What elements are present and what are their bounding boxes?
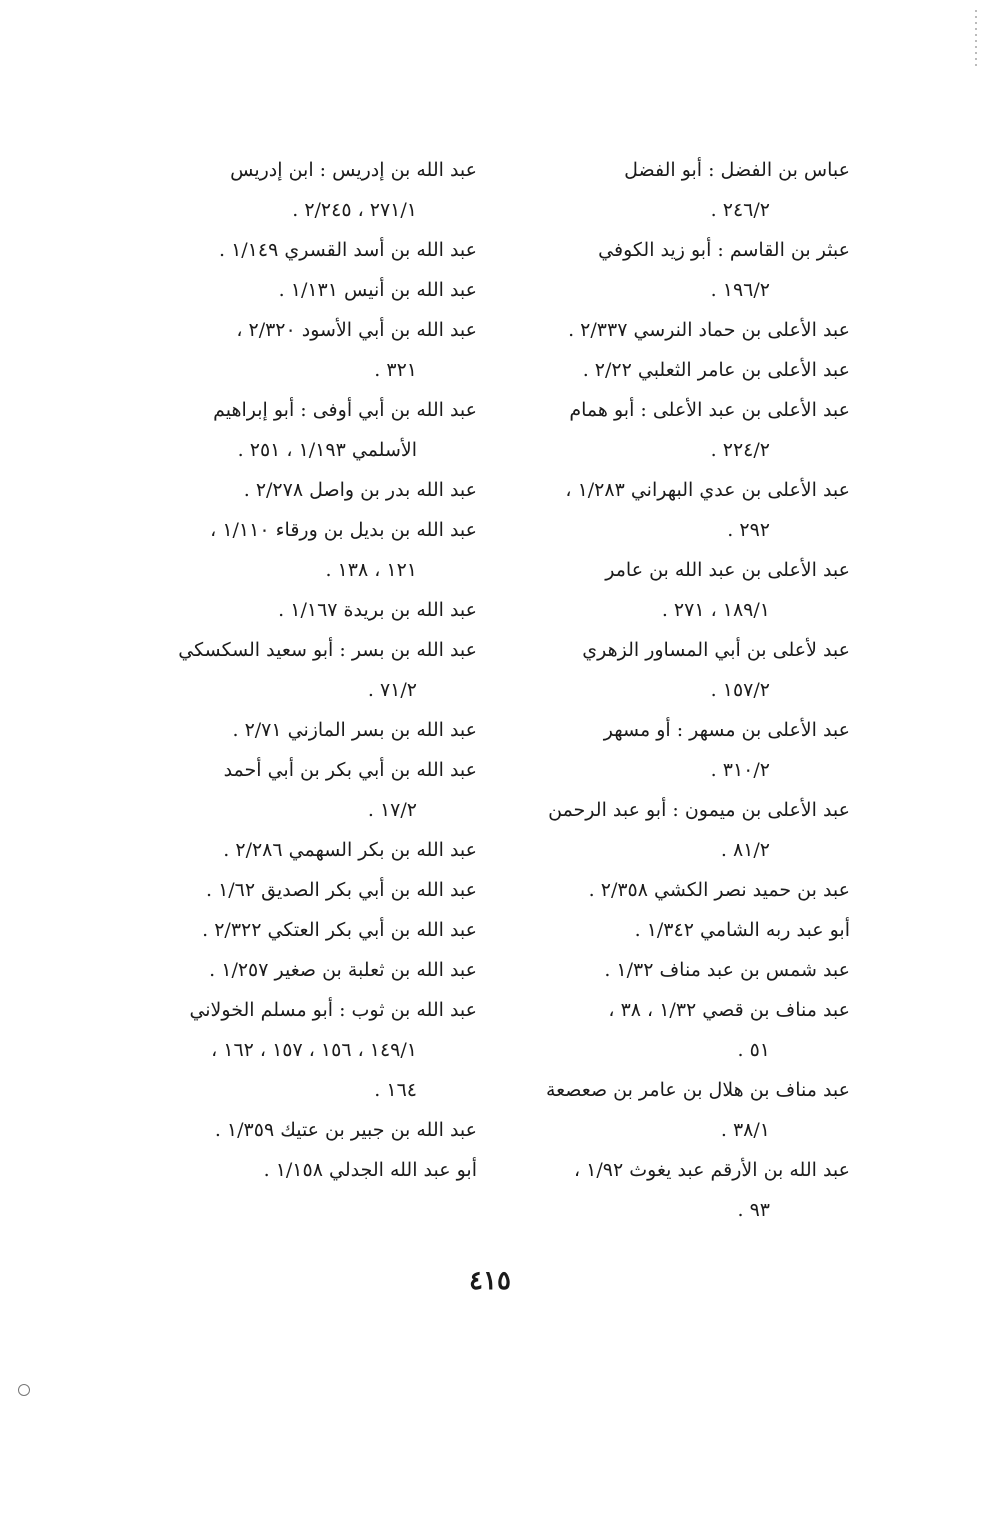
index-entry: عبد الله بن إدريس : ابن إدريس ٢٧١/١ ، ٢/٢٤٥ .: [230, 159, 477, 221]
index-column-left: [142, 150, 477, 1190]
index-entry: عبد بن حميد نصر الكشي ٢/٣٥٨ .: [588, 879, 850, 901]
index-entry: عبد الأعلى بن مسهر : أو مسهر ٣١٠/٢ .: [603, 719, 850, 781]
index-entry: عبد الله بن بسر : أبو سعيد السكسكي ٧١/٢ .: [178, 639, 477, 701]
index-entry: أبو عبد ربه الشامي ١/٣٤٢ .: [634, 919, 850, 941]
index-entry: عبد الأعلى بن عامر الثعلبي ٢/٢٢ .: [582, 359, 850, 381]
index-entry: عبد مناف بن هلال بن عامر بن صعصعة ٣٨/١ .: [545, 1079, 850, 1141]
index-entry: عبد الله بن الأرقم عبد يغوث ١/٩٢ ، ٩٣ .: [574, 1159, 850, 1221]
page-edge-mark: [975, 10, 977, 70]
index-entry: عبد الله بن أنيس ١/١٣١ .: [278, 279, 477, 301]
index-entry: عبد الله بن أبي الأسود ٢/٣٢٠ ، ٣٢١ .: [236, 319, 477, 381]
index-entry: عبد الله بن أبي بكر بن أبي أحمد ١٧/٢ .: [223, 759, 477, 821]
index-entry: عبد الله بن ثعلبة بن صغير ١/٢٥٧ .: [209, 959, 477, 981]
index-entry: عبد الله بن ثوب : أبو مسلم الخولاني ١٤٩/١ ، ١٥٦ ، ١٥٧ ، ١٦٢ ، ١٦٤ .: [189, 999, 477, 1101]
index-entry: عبد لأعلى بن أبي المساور الزهري ١٥٧/٢ .: [582, 639, 850, 701]
index-entry: عبد الله بن أبي بكر الصديق ١/٦٢ .: [205, 879, 477, 901]
index-entry: أبو عبد الله الجدلي ١/١٥٨ .: [263, 1159, 477, 1181]
index-entry: عبد الله بن بريدة ١/١٦٧ .: [278, 599, 477, 621]
page-number: ٤١٥: [469, 1266, 511, 1296]
index-entry: عبد الله بن بديل بن ورقاء ١/١١٠ ، ١٢١ ، ١٣٨ .: [210, 519, 477, 581]
index-column-right: [520, 150, 850, 1230]
index-entry: عباس بن الفضل : أبو الفضل ٢٤٦/٢ .: [624, 159, 850, 221]
index-entry: عبد الله بن أبي بكر العتكي ٢/٣٢٢ .: [202, 919, 477, 941]
scan-mark-icon: [18, 1384, 30, 1396]
index-entry: عبثر بن القاسم : أبو زيد الكوفي ١٩٦/٢ .: [598, 239, 850, 301]
index-entry: عبد الله بن أبي أوفى : أبو إبراهيم الأسلمي ١/١٩٣ ، ٢٥١ .: [213, 399, 477, 461]
index-entry: عبد الله بن بكر السهمي ٢/٢٨٦ .: [223, 839, 477, 861]
index-entry: عبد الأعلى بن ميمون : أبو عبد الرحمن ٨١/٢ .: [548, 799, 850, 861]
index-entry: عبد الأعلى بن عدي البهراني ١/٢٨٣ ، ٢٩٢ .: [565, 479, 850, 541]
index-entry: عبد الله بن جبير بن عتيك ١/٣٥٩ .: [214, 1119, 477, 1141]
index-entry: عبد الله بن أسد القسري ١/١٤٩ .: [218, 239, 477, 261]
index-entry: عبد الأعلى بن عبد الله بن عامر ١٨٩/١ ، ٢٧١ .: [605, 559, 850, 621]
index-entry: عبد الله بدر بن واصل ٢/٢٧٨ .: [243, 479, 477, 501]
index-entry: عبد الله بن بسر المازني ٢/٧١ .: [232, 719, 477, 741]
index-entry: عبد الأعلى بن عبد الأعلى : أبو همام ٢٢٤/٢ .: [569, 399, 850, 461]
index-entry: عبد شمس بن عبد مناف ١/٣٢ .: [604, 959, 850, 981]
index-entry: عبد مناف بن قصي ١/٣٢ ، ٣٨ ، ٥١ .: [608, 999, 850, 1061]
index-entry: عبد الأعلى بن حماد النرسي ٢/٣٣٧ .: [568, 319, 850, 341]
